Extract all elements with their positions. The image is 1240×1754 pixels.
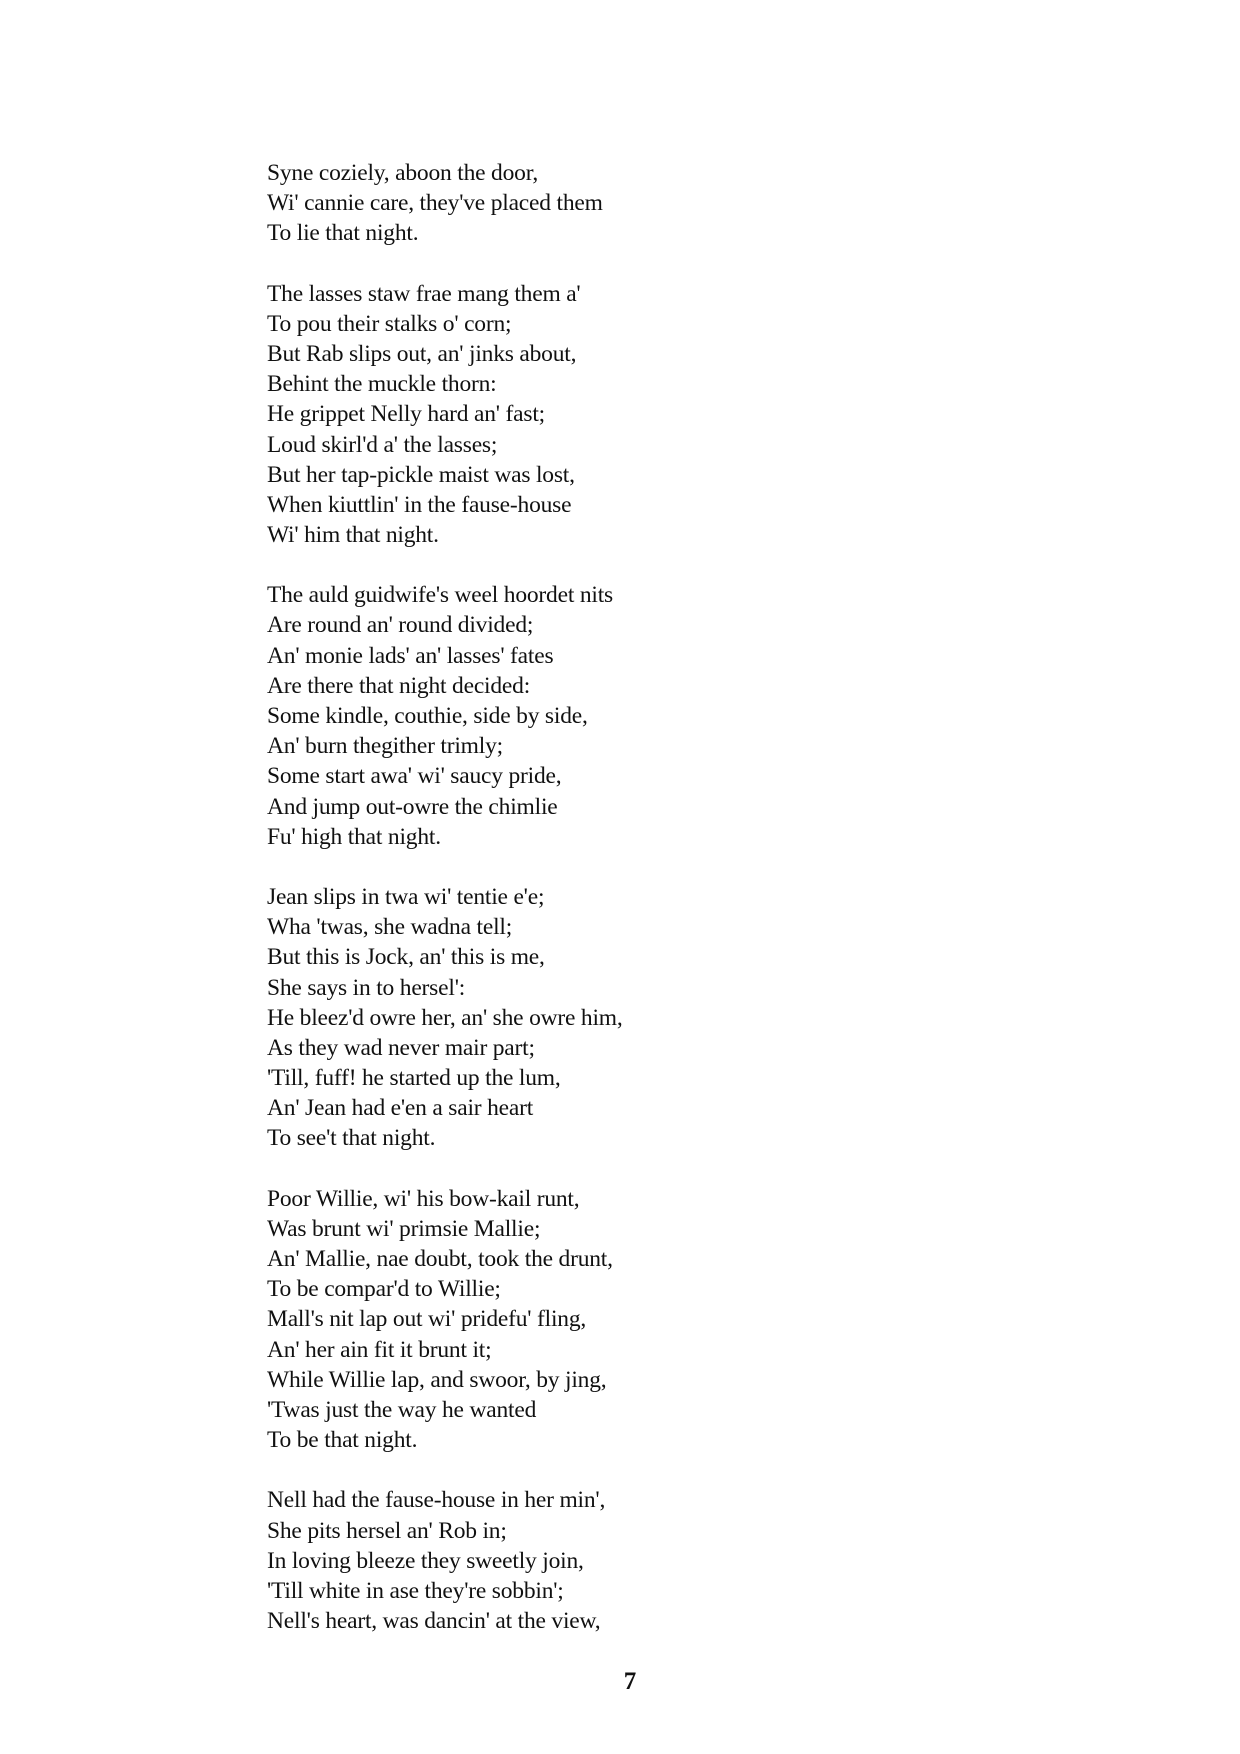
poem-line: An' burn thegither trimly; — [267, 733, 503, 760]
poem-line: Poor Willie, wi' his bow-kail runt, — [267, 1185, 580, 1212]
poem-line: An' monie lads' an' lasses' fates — [267, 642, 554, 669]
poem-line: The lasses staw frae mang them a' — [267, 280, 581, 307]
poem-line: Nell's heart, was dancin' at the view, — [267, 1608, 601, 1635]
poem-line: An' Jean had e'en a sair heart — [267, 1095, 534, 1122]
poem-line: He grippet Nelly hard an' fast; — [267, 401, 545, 428]
poem-line: But her tap-pickle maist was lost, — [267, 461, 575, 488]
poem-line: Was brunt wi' primsie Mallie; — [267, 1215, 541, 1242]
poem-line: Fu' high that night. — [267, 823, 441, 850]
poem-line: Wha 'twas, she wadna tell; — [267, 914, 513, 941]
poem-line: Some kindle, couthie, side by side, — [267, 703, 588, 729]
stanza — [267, 158, 1067, 249]
poem-line: 'Till, fuff! he started up the lum, — [267, 1065, 561, 1092]
poem-line: Wi' him that night. — [267, 522, 439, 549]
stanza — [267, 1485, 1067, 1636]
poem-line: Behint the muckle thorn: — [267, 371, 497, 398]
page-number: 7 — [623, 1668, 637, 1695]
poem-line: Mall's nit lap out wi' pridefu' fling, — [267, 1306, 587, 1333]
poem-line: As they wad never mair part; — [267, 1034, 535, 1061]
poem-line: The auld guidwife's weel hoordet nits — [267, 582, 613, 609]
poem-line: Are round an' round divided; — [267, 612, 534, 639]
poem-line: 'Twas just the way he wanted — [267, 1396, 537, 1423]
stanza — [267, 1184, 1067, 1456]
poem-line: To see't that night. — [267, 1125, 436, 1152]
poem-line: Are there that night decided: — [267, 672, 531, 699]
poem-line: To lie that night. — [267, 220, 419, 247]
poem-line: In loving bleeze they sweetly join, — [267, 1547, 584, 1574]
poem-line: And jump out-owre the chimlie — [267, 793, 558, 820]
poem-line: 'Till white in ase they're sobbin'; — [267, 1577, 564, 1604]
poem-line: Wi' cannie care, they've placed them — [267, 190, 603, 217]
poem-line: He bleez'd owre her, an' she owre him, — [267, 1004, 623, 1031]
poem-line: But this is Jock, an' this is me, — [267, 944, 545, 971]
poem-line: To be compar'd to Willie; — [267, 1276, 501, 1303]
stanza — [267, 882, 1067, 1154]
poem-line: She pits hersel an' Rob in; — [267, 1517, 507, 1544]
poem-line: To pou their stalks o' corn; — [267, 310, 512, 337]
poem-line: While Willie lap, and swoor, by jing, — [267, 1366, 607, 1393]
poem-line: An' her ain fit it brunt it; — [267, 1336, 492, 1363]
poem-line: Jean slips in twa wi' tentie e'e; — [267, 883, 545, 910]
poem-line: Nell had the fause-house in her min', — [267, 1487, 606, 1514]
poem-line: Syne coziely, aboon the door, — [267, 160, 539, 186]
poem-line: When kiuttlin' in the fause-house — [267, 491, 572, 518]
stanza — [267, 580, 1067, 852]
stanza — [267, 279, 1067, 551]
poem-line: To be that night. — [267, 1427, 418, 1454]
poem-body — [267, 158, 1067, 1666]
poem-line: She says in to hersel': — [267, 974, 466, 1001]
poem-line: Loud skirl'd a' the lasses; — [267, 431, 498, 458]
poem-line: But Rab slips out, an' jinks about, — [267, 340, 577, 367]
poem-line: Some start awa' wi' saucy pride, — [267, 763, 562, 790]
poem-line: An' Mallie, nae doubt, took the drunt, — [267, 1246, 613, 1272]
